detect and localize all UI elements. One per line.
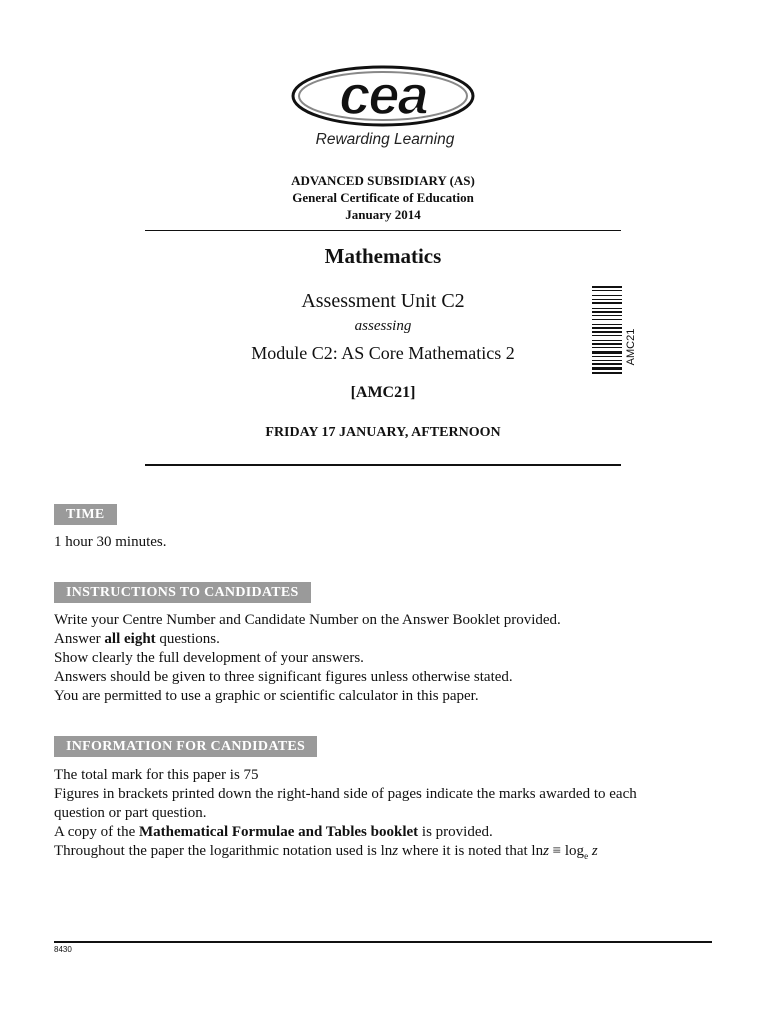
exam-session: January 2014 [345, 207, 421, 222]
instruction-line: Answers should be given to three significant figures unless otherwise stated. [54, 669, 513, 685]
logo-tagline: Rewarding Learning [315, 131, 455, 148]
information-line: A copy of the Mathematical Formulae and Tables booklet is provided. [54, 824, 493, 840]
time-heading: TIME [54, 504, 117, 525]
footer-code: 8430 [54, 945, 72, 954]
information-line: Figures in brackets printed down the right-hand side of pages indicate the marks awarded to each [54, 786, 637, 802]
assessment-unit: Assessment Unit C2 [301, 290, 465, 312]
instruction-line: You are permitted to use a graphic or scientific calculator in this paper. [54, 688, 479, 704]
cea-logo [290, 64, 476, 130]
information-line: question or part question. [54, 805, 207, 821]
assessing-label: assessing [354, 318, 412, 334]
module-title: Module C2: AS Core Mathematics 2 [251, 343, 515, 363]
instruction-line: Write your Centre Number and Candidate Number on the Answer Booklet provided. [54, 612, 561, 628]
subject-title: Mathematics [324, 244, 442, 268]
header-divider [145, 230, 621, 231]
barcode-label: AMC21 [625, 328, 637, 366]
information-line: Throughout the paper the logarithmic notation used is lnz where it is noted that $\ln z \equiv \log_e z$ [54, 843, 598, 861]
emphasis: Mathematical Formulae and Tables booklet [138, 824, 419, 840]
instruction-line: Show clearly the full development of your answers. [54, 650, 364, 666]
paper-code: [AMC21] [350, 384, 416, 401]
instructions-heading: INSTRUCTIONS TO CANDIDATES [54, 582, 311, 603]
qualification-level: ADVANCED SUBSIDIARY (AS) [291, 173, 475, 188]
information-line: The total mark for this paper is 75 [54, 767, 259, 783]
certificate-name: General Certificate of Education [292, 190, 474, 205]
logo-wordmark: cea [339, 64, 427, 126]
title-divider [145, 464, 621, 466]
exam-date: FRIDAY 17 JANUARY, AFTERNOON [265, 425, 501, 440]
time-text: 1 hour 30 minutes. [54, 534, 167, 550]
emphasis: all eight [104, 631, 156, 647]
instruction-line: Answer all eight questions. [54, 631, 220, 647]
barcode [592, 286, 622, 410]
information-heading: INFORMATION FOR CANDIDATES [54, 736, 317, 757]
footer-divider [54, 941, 712, 943]
